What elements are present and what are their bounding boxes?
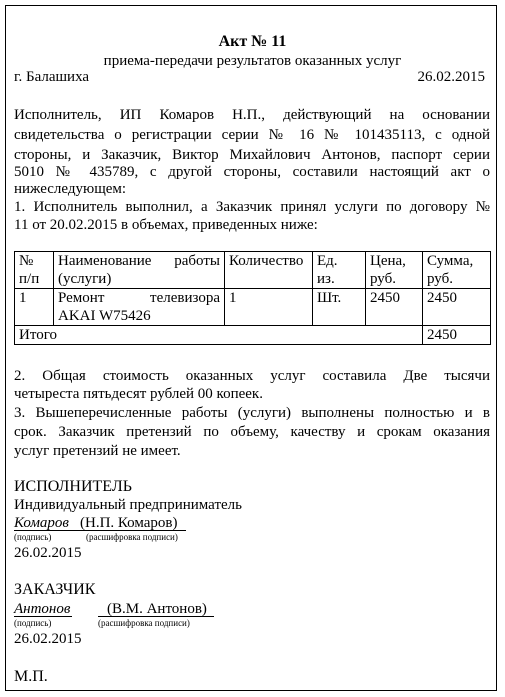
executor-date: 26.02.2015 (14, 545, 82, 561)
row-num: 1 (15, 289, 54, 326)
executor-caption-decode: (расшифровка подписи) (86, 532, 178, 542)
customer-date: 26.02.2015 (14, 631, 82, 647)
row-sum: 2450 (423, 289, 491, 326)
executor-name: (Н.П. Комаров) (80, 515, 178, 531)
header-name: Наименование работы (услуги) (54, 252, 225, 289)
customer-caption-decode: (расшифровка подписи) (98, 618, 190, 628)
act-subtitle: приема-передачи результатов оказанных услуг (103, 53, 402, 69)
clause-1-line: 1. Исполнитель выполнил, а Заказчик принял услуги по договору № (14, 199, 490, 215)
row-price: 2450 (366, 289, 423, 326)
intro-line: стороны, и Заказчик, Виктор Михайлович Антонов, паспорт серии (14, 147, 490, 163)
stamp-label: М.П. (14, 668, 48, 685)
executor-signature: Комаров (14, 515, 69, 531)
customer-caption-sign: (подпись) (14, 618, 52, 628)
header-unit: Ед. из. (313, 252, 366, 289)
executor-heading: ИСПОЛНИТЕЛЬ (14, 478, 132, 495)
header-price: Цена, руб. (366, 252, 423, 289)
total-value: 2450 (423, 326, 491, 345)
intro-line: Исполнитель, ИП Комаров Н.П., действующий на основании (14, 107, 490, 123)
executor-signature-line (14, 530, 186, 531)
header-num: № п/п (15, 252, 54, 289)
clause-2-line: 2. Общая стоимость оказанных услуг составила Две тысячи (14, 368, 490, 384)
intro-line: нижеследующем: (14, 181, 127, 197)
customer-heading: ЗАКАЗЧИК (14, 581, 96, 598)
clause-3-line: срок. Заказчик претензий по объему, качеству и срокам оказания (14, 424, 490, 440)
executor-role: Индивидуальный предприниматель (14, 497, 242, 513)
row-name: Ремонт телевизора AKAI W75426 (54, 289, 225, 326)
table-row (15, 289, 491, 326)
table-header-row (15, 252, 491, 289)
customer-signature-line (14, 616, 72, 617)
clause-1-line: 11 от 20.02.2015 в объемах, приведенных ниже: (14, 217, 318, 233)
row-qty: 1 (225, 289, 313, 326)
clause-2-line: четыреста пятьдесят рублей 00 копеек. (14, 386, 263, 402)
clause-3-line: 3. Вышеперечисленные работы (услуги) выполнены полностью и в (14, 405, 490, 421)
act-date: 26.02.2015 (417, 69, 485, 85)
services-table (14, 251, 491, 345)
act-title: Акт № 11 (218, 33, 287, 50)
header-sum: Сумма, руб. (423, 252, 491, 289)
customer-name: (В.М. Антонов) (107, 601, 207, 617)
city: г. Балашиха (14, 69, 90, 85)
intro-line: свидетельства о регистрации серии № 16 № 101435113, с одной (14, 127, 490, 143)
clause-3-line: услуг претензий не имеет. (14, 443, 181, 459)
table-total-row (15, 326, 491, 345)
header-qty: Количество (225, 252, 313, 289)
intro-line: 5010 № 435789, с другой стороны, составили настоящий акт о (14, 164, 490, 180)
row-unit: Шт. (313, 289, 366, 326)
executor-caption-sign: (подпись) (14, 532, 52, 542)
total-label: Итого (15, 326, 423, 345)
customer-signature: Антонов (14, 601, 71, 617)
customer-decode-line (98, 616, 214, 617)
